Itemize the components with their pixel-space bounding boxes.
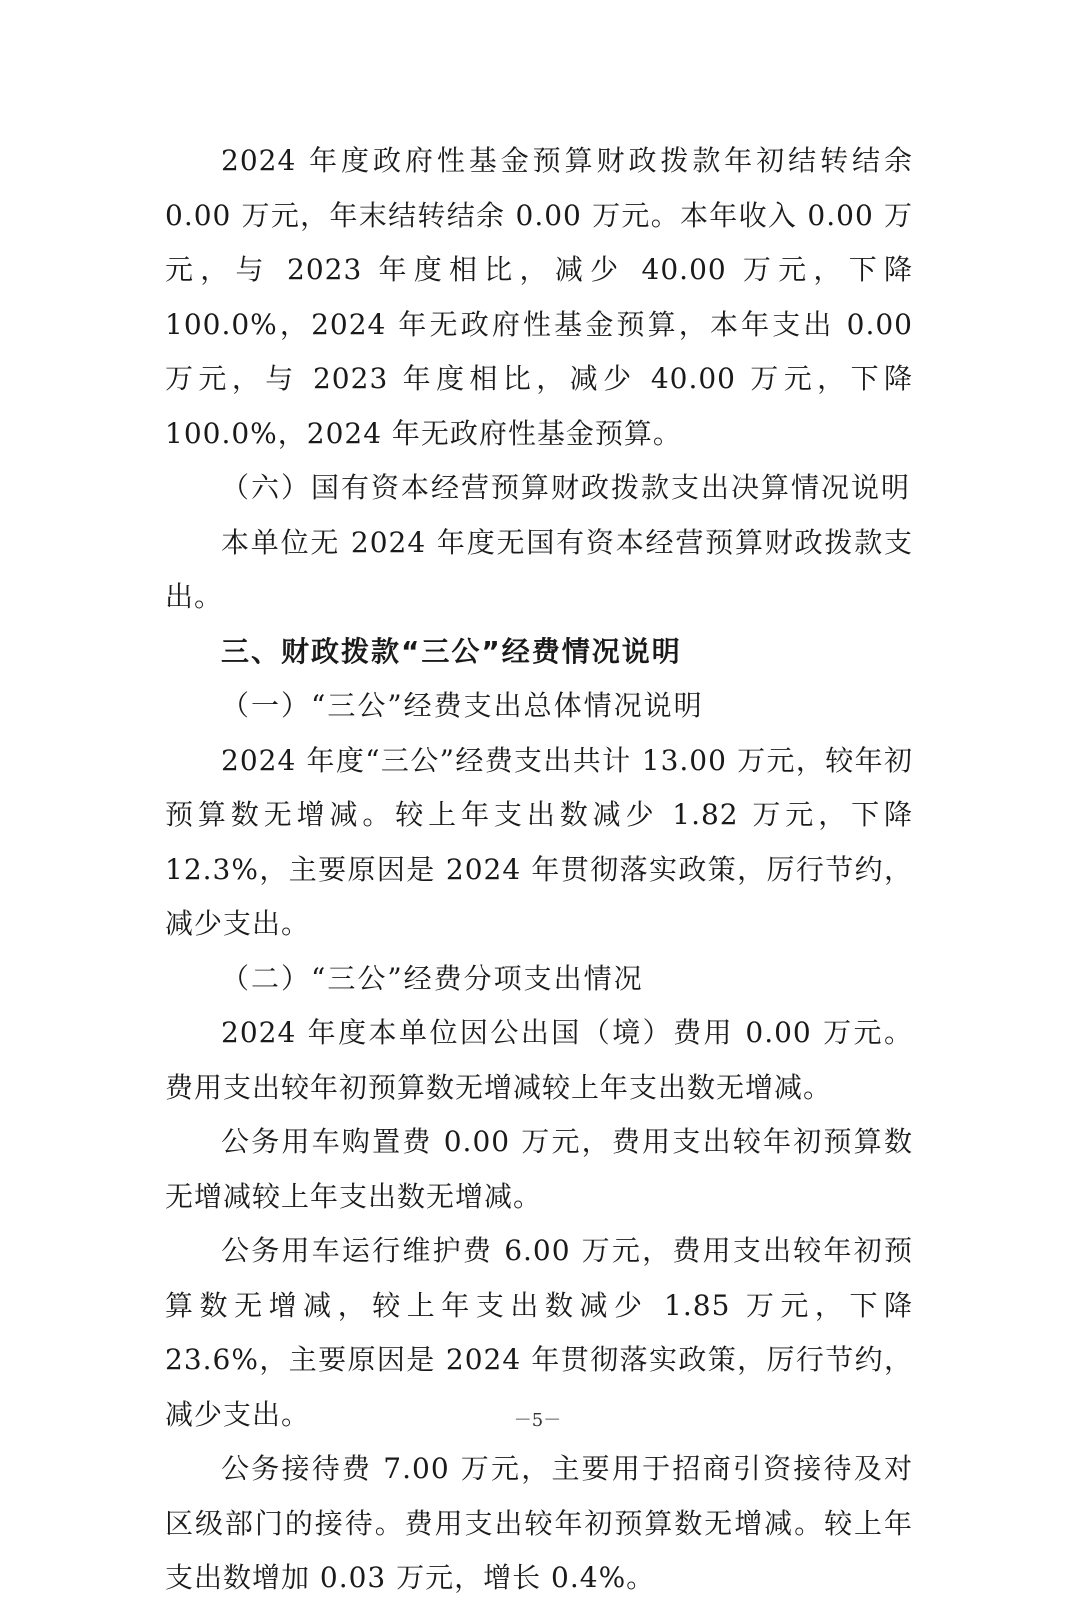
heading-overall: （一）“三公”经费支出总体情况说明 bbox=[221, 689, 704, 722]
paragraph-overseas: 2024 年度本单位因公出国（境）费用 0.00 万元。费用支出较年初预算数无增减较上年支出数无增减。 bbox=[165, 1016, 913, 1104]
paragraph-government-fund: 2024 年度政府性基金预算财政拨款年初结转结余 0.00 万元，年末结转结余 0.00 万元。本年收入 0.00 万元，与 2023 年度相比，减少 40.00 万元，下降 100.0%，2024 年无政府性基金预算，本年支出 0.00 万元，与 2023 年度相比，减少 40.00 万元，下降 100.0%，2024 年无政府性基金预算。 bbox=[165, 144, 913, 450]
page-number: －5－ bbox=[513, 1410, 562, 1431]
paragraph-state-capital: 本单位无 2024 年度无国有资本经营预算财政拨款支出。 bbox=[165, 525, 913, 613]
paragraph-reception: 公务接待费 7.00 万元，主要用于招商引资接待及对区级部门的接待。费用支出较年初预算数无增减。较上年支出数增加 0.03 万元，增长 0.4%。 bbox=[165, 1452, 913, 1594]
heading-state-capital: （六）国有资本经营预算财政拨款支出决算情况说明 bbox=[221, 471, 912, 504]
paragraph-vehicle-purchase: 公务用车购置费 0.00 万元，费用支出较年初预算数无增减较上年支出数无增减。 bbox=[165, 1125, 913, 1213]
paragraph-overall: 2024 年度“三公”经费支出共计 13.00 万元，较年初预算数无增减。较上年支出数减少 1.82 万元，下降 12.3%，主要原因是 2024 年贯彻落实政策，厉行节约，减少支出。 bbox=[165, 743, 913, 940]
section-title-three-public: 三、财政拨款“三公”经费情况说明 bbox=[221, 634, 682, 668]
heading-itemized: （二）“三公”经费分项支出情况 bbox=[221, 961, 644, 995]
paragraph-vehicle-maintenance: 公务用车运行维护费 6.00 万元，费用支出较年初预算数无增减，较上年支出数减少 1.85 万元，下降 23.6%，主要原因是 2024 年贯彻落实政策，厉行节约，减少支出。 bbox=[165, 1234, 913, 1431]
document-body bbox=[165, 134, 913, 1606]
